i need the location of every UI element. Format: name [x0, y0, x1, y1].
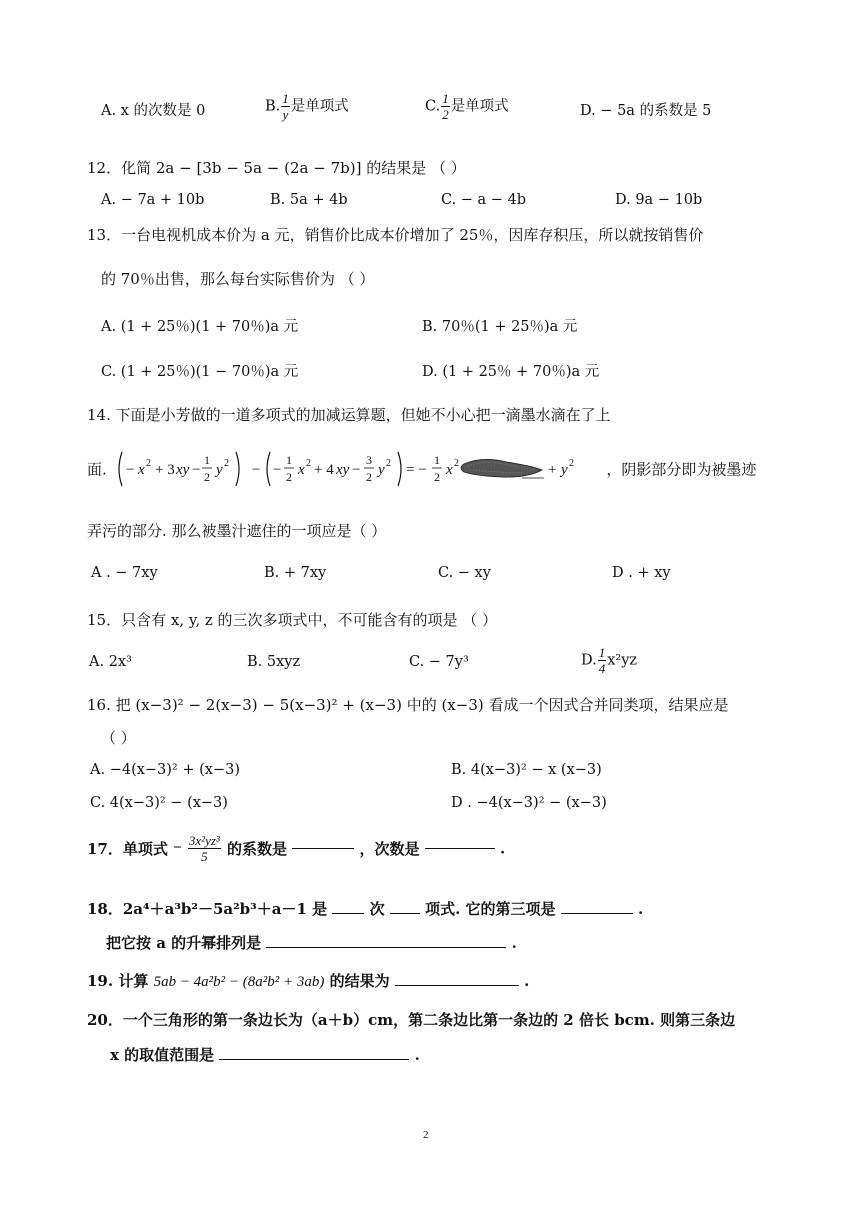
- q14-option-a: A . − 7xy: [91, 565, 158, 581]
- q14-ink-expression: [112, 448, 602, 490]
- q15-d-fraction: [598, 646, 607, 675]
- q12-stem: 12．化简 2a − [3b − 5a − (2a − 7b)] 的结果是 （ ）: [87, 159, 466, 177]
- q13-option-b: B. 70％(1 + 25％)a 元: [422, 319, 578, 335]
- q19-blank-result[interactable]: [395, 985, 519, 986]
- q15-option-d: [581, 646, 637, 675]
- q11-b-prefix: B.: [265, 98, 281, 115]
- q20-blank-range[interactable]: [219, 1059, 409, 1060]
- svg-text:1: 1: [203, 453, 210, 467]
- q14-stem2-suffix: ，阴影部分即为被墨迹: [606, 460, 757, 479]
- svg-text:y: y: [560, 462, 568, 478]
- q17-end: .: [500, 839, 506, 858]
- svg-text:−: −: [272, 462, 282, 478]
- svg-text:−: −: [351, 462, 361, 478]
- q20-line2-end: .: [414, 1046, 420, 1064]
- svg-text:+ 3: + 3: [154, 462, 175, 478]
- svg-text:2: 2: [433, 470, 440, 484]
- svg-text:2: 2: [568, 458, 574, 469]
- q14-stem2-prefix: 面.: [87, 460, 107, 479]
- q17-fraction: [188, 834, 221, 863]
- q12-option-c: C. − a − 4b: [441, 192, 527, 208]
- q14-option-d: D . + xy: [612, 565, 671, 581]
- q11-option-d: D. − 5a 的系数是 5: [580, 103, 712, 119]
- svg-text:+: +: [547, 462, 557, 478]
- svg-text:2: 2: [145, 458, 151, 469]
- svg-text:x: x: [137, 462, 145, 478]
- svg-text:−: −: [251, 462, 261, 478]
- q18-line2-end: .: [511, 934, 517, 952]
- q18-line1-b: 次: [369, 900, 385, 918]
- svg-text:3: 3: [365, 453, 372, 467]
- q13-option-a: A. (1 + 25％)(1 + 70％)a 元: [101, 319, 299, 335]
- q18-blank-terms[interactable]: [390, 913, 420, 914]
- svg-text:2: 2: [223, 458, 229, 469]
- q19-prefix: 19. 计算: [87, 972, 149, 990]
- q11-b-num: 1: [282, 91, 289, 106]
- svg-text:2: 2: [365, 470, 372, 484]
- q19-end: .: [524, 972, 530, 990]
- q14-stem-line2: [87, 448, 756, 488]
- page-number: 2: [423, 1129, 429, 1141]
- svg-text:= −: = −: [405, 462, 427, 478]
- q11-option-c: [425, 92, 509, 121]
- q15-stem: 15．只含有 x, y, z 的三次多项式中，不可能含有的项是 （ ）: [87, 611, 498, 629]
- q11-b-suffix: 是单项式: [290, 98, 349, 115]
- q12-option-b: B. 5a + 4b: [270, 192, 348, 208]
- q16-option-a: A. −4(x−3)² + (x−3): [90, 762, 240, 778]
- svg-text:y: y: [377, 462, 385, 478]
- svg-text:2: 2: [305, 458, 311, 469]
- q14-stem-line1: 14. 下面是小芳做的一道多项式的加减运算题，但她不小心把一滴墨水滴在了上: [87, 406, 611, 424]
- q13-stem-line2: 的 70％出售，那么每台实际售价为 （ ）: [101, 270, 375, 288]
- svg-text:−: −: [191, 462, 201, 478]
- q11-option-a: A. x 的次数是 0: [101, 103, 206, 119]
- q15-d-num: 1: [598, 645, 606, 660]
- q11-b-den: y: [282, 107, 289, 122]
- q17-mid: 的系数是: [227, 840, 288, 858]
- svg-text:xy: xy: [175, 462, 189, 478]
- q14-option-c: C. − xy: [438, 565, 491, 581]
- q14-option-b: B. + 7xy: [264, 565, 327, 581]
- svg-text:2: 2: [285, 470, 292, 484]
- q15-option-c: C. − 7y³: [409, 654, 469, 670]
- svg-text:1: 1: [285, 453, 292, 467]
- q17-blank-coefficient[interactable]: [292, 848, 354, 849]
- q13-stem-line1: 13．一台电视机成本价为 a 元，销售价比成本价增加了 25％，因库存积压，所以就按销售价: [87, 226, 704, 244]
- q12-option-d: D. 9a − 10b: [615, 192, 703, 208]
- q18-line1-end: .: [638, 900, 644, 918]
- q13-option-c: C. (1 + 25％)(1 − 70％)a 元: [101, 364, 299, 380]
- q17-prefix: 17．单项式: [87, 840, 168, 858]
- q16-option-b: B. 4(x−3)² − x (x−3): [451, 762, 602, 778]
- q11-c-prefix: C.: [425, 98, 441, 115]
- q18-blank-degree[interactable]: [332, 913, 364, 914]
- svg-text:y: y: [215, 462, 223, 478]
- q20-line2: [110, 1044, 420, 1065]
- q18-line2-a: 把它按 a 的升幂排列是: [106, 934, 262, 952]
- q15-option-b: B. 5xyz: [247, 654, 301, 670]
- svg-text:2: 2: [385, 458, 391, 469]
- q20-line1: 20．一个三角形的第一条边长为（a＋b）cm，第二条边比第一条边的 2 倍长 bcm. 则第三条边: [87, 1011, 736, 1029]
- q18-line1-c: 项式. 它的第三项是: [425, 900, 556, 918]
- q17-frac-den: 5: [201, 849, 208, 864]
- q18-blank-ascending[interactable]: [266, 947, 506, 948]
- q15-option-a: A. 2x³: [89, 654, 132, 670]
- svg-text:x: x: [297, 462, 305, 478]
- q11-option-b: [265, 92, 349, 121]
- q15-d-prefix: D.: [581, 652, 597, 669]
- q18-line1-a: 18．2a⁴＋a³b²－5a²b³＋a－1 是: [87, 900, 328, 918]
- q11-c-den: 2: [442, 107, 449, 122]
- q18-blank-third-term[interactable]: [561, 913, 633, 914]
- q16-option-d: D . −4(x−3)² − (x−3): [451, 795, 607, 811]
- q11-c-fraction: [441, 92, 450, 121]
- q16-option-c: C. 4(x−3)² − (x−3): [90, 795, 228, 811]
- svg-text:2: 2: [203, 470, 210, 484]
- q18-line2: [106, 932, 517, 953]
- q17-frac-num: 3x²yz³: [188, 833, 220, 848]
- svg-text:+ 4: + 4: [313, 462, 334, 478]
- q12-option-a: A. − 7a + 10b: [101, 192, 205, 208]
- q16-stem-line2: （ ）: [101, 729, 136, 747]
- svg-text:x: x: [445, 462, 453, 478]
- q17-blank-degree[interactable]: [425, 848, 495, 849]
- q17-line: [87, 834, 505, 880]
- q11-b-fraction: [281, 92, 290, 121]
- q11-c-suffix: 是单项式: [450, 98, 509, 115]
- q17-minus: −: [173, 840, 182, 856]
- q11-c-num: 1: [442, 91, 449, 106]
- q17-mid2: ，次数是: [359, 840, 420, 858]
- q14-stem-line3: 弄污的部分. 那么被墨汁遮住的一项应是（ ）: [87, 522, 387, 540]
- q18-line1: [87, 898, 643, 919]
- q19-expression: 5ab − 4a²b² − (8a²b² + 3ab): [153, 974, 325, 990]
- svg-text:2: 2: [453, 458, 459, 469]
- q15-d-den: 4: [598, 661, 606, 676]
- q19-suffix: 的结果为: [329, 972, 390, 990]
- q20-line2-a: x 的取值范围是: [110, 1046, 215, 1064]
- q16-stem-line1: 16. 把 (x−3)² − 2(x−3) − 5(x−3)² + (x−3) 中的 (x−3) 看成一个因式合并同类项，结果应是: [87, 696, 729, 714]
- q13-option-d: D. (1 + 25％ + 70％)a 元: [422, 364, 600, 380]
- svg-text:1: 1: [433, 453, 440, 467]
- svg-text:xy: xy: [335, 462, 349, 478]
- q15-d-suffix: x²yz: [607, 652, 638, 669]
- q19-line: [87, 970, 529, 991]
- svg-text:−: −: [125, 462, 135, 478]
